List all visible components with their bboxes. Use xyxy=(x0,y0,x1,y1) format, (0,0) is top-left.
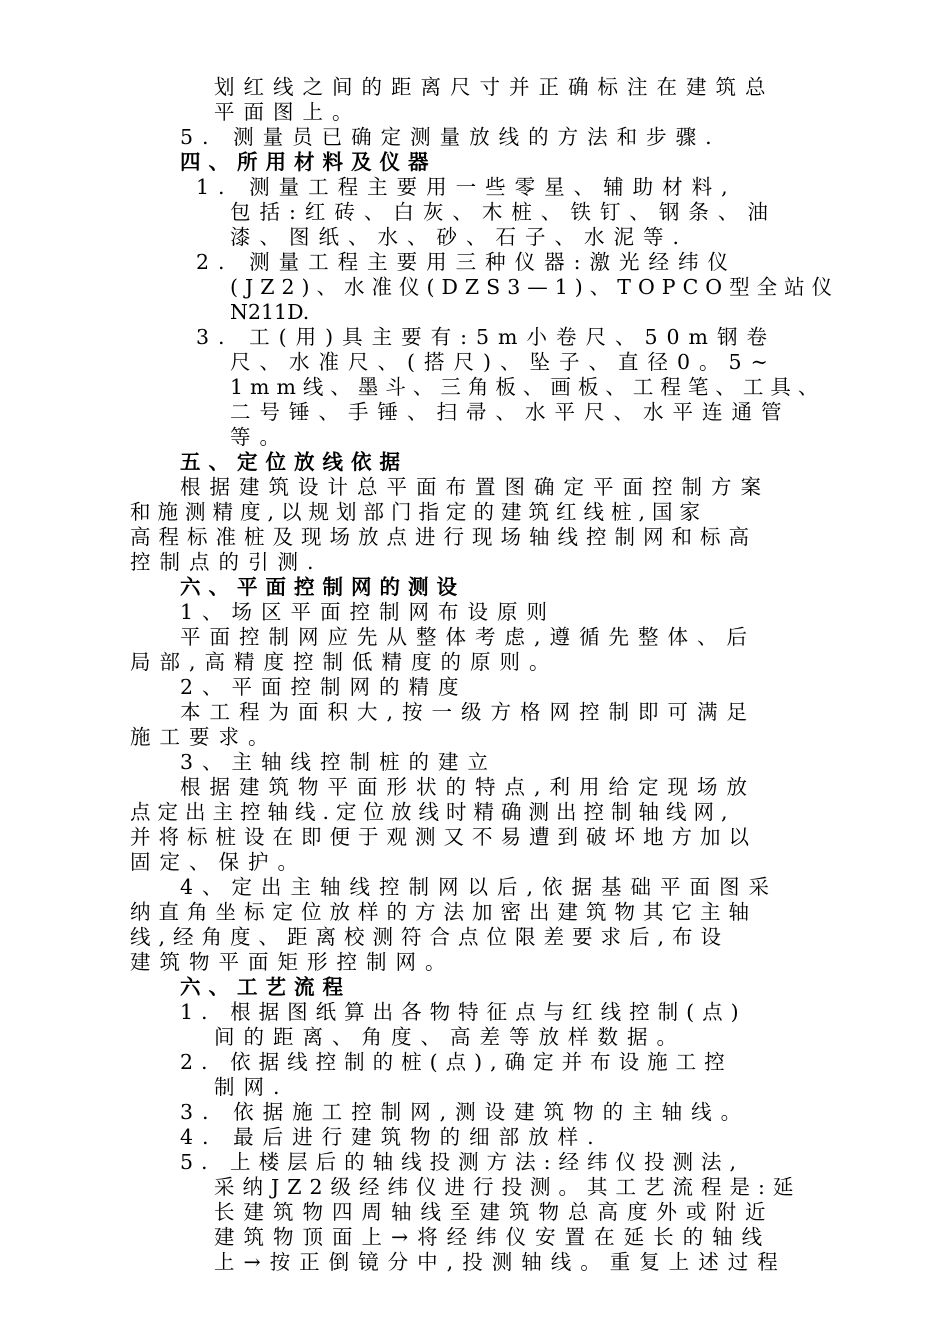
text-line: 等。 xyxy=(230,425,289,449)
text-line: 长建筑物四周轴线至建筑物总高度外或附近 xyxy=(214,1200,775,1224)
text-line: 采纳JZ2级经纬仪进行投测。其工艺流程是:延 xyxy=(214,1175,802,1199)
list-item: 3. 依据施工控制网,测设建筑物的主轴线。 xyxy=(180,1100,751,1124)
subsection-heading: 1、场区平面控制网布设原则 xyxy=(180,600,557,624)
text-line: 根据建筑物平面形状的特点,利用给定现场放 xyxy=(180,775,757,799)
text-line: 线,经角度、距离校测符合点位限差要求后,布设 xyxy=(130,925,730,949)
section-heading: 五、定位放线依据 xyxy=(180,450,408,474)
list-item: 3. 工(用)具主要有:5m小卷尺、50m钢卷 xyxy=(196,325,776,349)
text-line: 建筑物平面矩形控制网。 xyxy=(130,950,455,974)
text-line: 施工要求。 xyxy=(130,725,278,749)
text-line: 间的距离、角度、高差等放样数据。 xyxy=(214,1025,686,1049)
list-item: 1. 根据图纸算出各物特征点与红线控制(点) xyxy=(180,1000,747,1024)
section-heading: 六、平面控制网的测设 xyxy=(180,575,465,599)
subsection-heading: 3、主轴线控制桩的建立 xyxy=(180,750,498,774)
text-line: 1mm线、墨斗、三角板、画板、工程笔、工具、 xyxy=(230,375,826,399)
text-line: 固定、保护。 xyxy=(130,850,307,874)
text-line: 局部,高精度控制低精度的原则。 xyxy=(130,650,559,674)
list-item: 2. 依据线控制的桩(点),确定并布设施工控 xyxy=(180,1050,733,1074)
text-line: 制网. xyxy=(214,1075,289,1099)
text-line: 控制点的引测. xyxy=(130,550,323,574)
text-line: 4、定出主轴线控制网以后,依据基础平面图采 xyxy=(180,875,779,899)
text-line: 本工程为面积大,按一级方格网控制即可满足 xyxy=(180,700,757,724)
text-line: 纳直角坐标定位放样的方法加密出建筑物其它主轴 xyxy=(130,900,757,924)
section-heading: 四、所用材料及仪器 xyxy=(180,150,437,174)
section-heading: 六、工艺流程 xyxy=(180,975,351,999)
text-line: 划红线之间的距离尺寸并正确标注在建筑总 xyxy=(214,75,775,99)
text-line: N211D. xyxy=(230,300,310,324)
list-item: 5. 测量员已确定测量放线的方法和步骤. xyxy=(180,125,721,149)
text-line: 漆、图纸、水、砂、石子、水泥等. xyxy=(230,225,689,249)
text-line: 并将标桩设在即便于观测又不易遭到破坏地方加以 xyxy=(130,825,757,849)
text-line: 建筑物顶面上→将经纬仪安置在延长的轴线 xyxy=(214,1225,772,1249)
list-item: 4. 最后进行建筑物的细部放样. xyxy=(180,1125,603,1149)
text-line: 上→按正倒镜分中,投测轴线。重复上述过程 xyxy=(214,1250,787,1274)
text-line: 高程标准桩及现场放点进行现场轴线控制网和标高 xyxy=(130,525,757,549)
list-item: 2. 测量工程主要用三种仪器:激光经纬仪 xyxy=(196,250,737,274)
text-line: 平面控制网应先从整体考虑,遵循先整体、后 xyxy=(180,625,757,649)
subsection-heading: 2、平面控制网的精度 xyxy=(180,675,468,699)
text-line: 二号锤、手锤、扫帚、水平尺、水平连通管 xyxy=(230,400,791,424)
text-line: 根据建筑设计总平面布置图确定平面控制方案 xyxy=(180,475,770,499)
text-line: 尺、水准尺、(搭尺)、坠子、直径0。5~ xyxy=(230,350,777,374)
list-item: 5. 上楼层后的轴线投测方法:经纬仪投测法, xyxy=(180,1150,744,1174)
text-line: 包括:红砖、白灰、木桩、铁钉、钢条、油 xyxy=(230,200,777,224)
text-line: 点定出主控轴线.定位放线时精确测出控制轴线网, xyxy=(130,800,735,824)
text-line: (JZ2)、水准仪(DZS3—1)、TOPCO型全站仪 xyxy=(230,275,840,299)
list-item: 1. 测量工程主要用一些零星、辅助材料, xyxy=(196,175,737,199)
text-line: 和施测精度,以规划部门指定的建筑红线桩,国家 xyxy=(130,500,708,524)
text-line: 平面图上。 xyxy=(214,100,362,124)
